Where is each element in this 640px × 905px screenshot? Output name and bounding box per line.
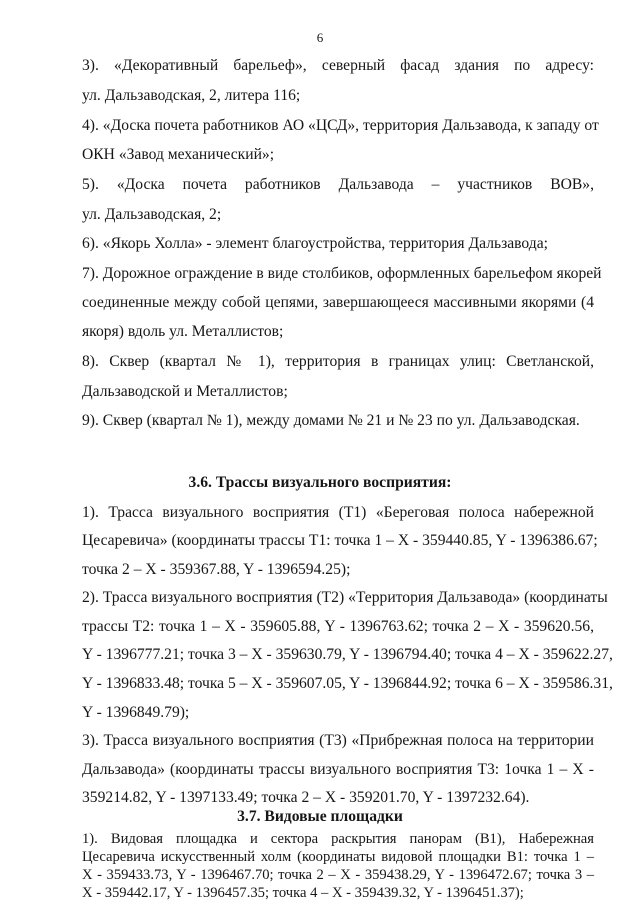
t3-line-2: Дальзавода» (координаты трассы визуального восприятия Т3: 1очка 1 – X - — [82, 761, 594, 778]
item-7-line-2: соединенные между собой цепями, завершающееся массивными якорями (4 — [82, 294, 594, 311]
item-3-line-2: ул. Дальзаводская, 2, литера 116; — [82, 87, 301, 104]
t2-line-3: Y - 1396777.21; точка 3 – X - 359630.79, Y - 1396794.40; точка 4 – X - 359622.27, — [82, 646, 613, 663]
t2-line-5: Y - 1396849.79); — [82, 704, 190, 721]
t2-line-4: Y - 1396833.48; точка 5 – X - 359607.05, Y - 1396844.92; точка 6 – X - 359586.31, — [82, 675, 613, 692]
t3-line-1: 3). Трасса визуального восприятия (Т3) «Прибрежная полоса на территории — [82, 732, 594, 749]
item-3-line-1: 3). «Декоративный барельеф», северный фасад здания по адресу: — [82, 57, 594, 74]
section-3-7-heading: 3.7. Видовые площадки — [237, 808, 403, 825]
item-5-line-1: 5). «Доска почета работников Дальзавода – участников ВОВ», — [82, 176, 594, 193]
b1-line-4: X - 359442.17, Y - 1396457.35; точка 4 – X - 359439.32, Y - 1396451.37); — [82, 885, 524, 901]
b1-line-3: X - 359433.73, Y - 1396467.70; точка 2 – X - 359438.29, Y - 1396472.67; точка 3 – — [82, 867, 594, 883]
t1-line-3: точка 2 – X - 359367.88, Y - 1396594.25); — [82, 561, 351, 578]
item-7-line-3: якоря) вдоль ул. Металлистов; — [82, 323, 284, 340]
section-3-6-heading: 3.6. Трассы визуального восприятия: — [188, 474, 452, 491]
item-8-line-2: Дальзаводской и Металлистов; — [82, 383, 288, 400]
t2-line-1: 2). Трасса визуального восприятия (Т2) «Территория Дальзавода» (координаты — [82, 589, 608, 606]
t1-line-2: Цесаревича» (координаты трассы Т1: точка 1 – X - 359440.85, Y - 1396386.67; — [82, 532, 598, 549]
t3-line-3: 359214.82, Y - 1397133.49; точка 2 – X - 359201.70, Y - 1397232.64). — [82, 789, 530, 806]
page-number: 6 — [316, 30, 324, 45]
item-6-line-1: 6). «Якорь Холла» - элемент благоустройства, территория Дальзавода; — [82, 235, 548, 252]
b1-line-1: 1). Видовая площадка и сектора раскрытия панорам (В1), Набережная — [82, 831, 594, 847]
item-8-line-1: 8). Сквер (квартал № 1), территория в границах улиц: Светланской, — [82, 353, 594, 370]
item-4-line-2: ОКН «Завод механический»; — [82, 146, 275, 163]
t2-line-2: трассы Т2: точка 1 – X - 359605.88, Y - 1396763.62; точка 2 – X - 359620.56, — [82, 618, 594, 635]
item-7-line-1: 7). Дорожное ограждение в виде столбиков, оформленных барельефом якорей — [82, 265, 602, 282]
t1-line-1: 1). Трасса визуального восприятия (Т1) «Береговая полоса набережной — [82, 504, 594, 521]
item-5-line-2: ул. Дальзаводская, 2; — [82, 206, 222, 223]
item-9-line-1: 9). Сквер (квартал № 1), между домами № 21 и № 23 по ул. Дальзаводская. — [82, 412, 580, 429]
item-4-line-1: 4). «Доска почета работников АО «ЦСД», территория Дальзавода, к западу от — [82, 117, 599, 134]
b1-line-2: Цесаревича искусственный холм (координаты видовой площадки В1: точка 1 – — [82, 849, 594, 865]
